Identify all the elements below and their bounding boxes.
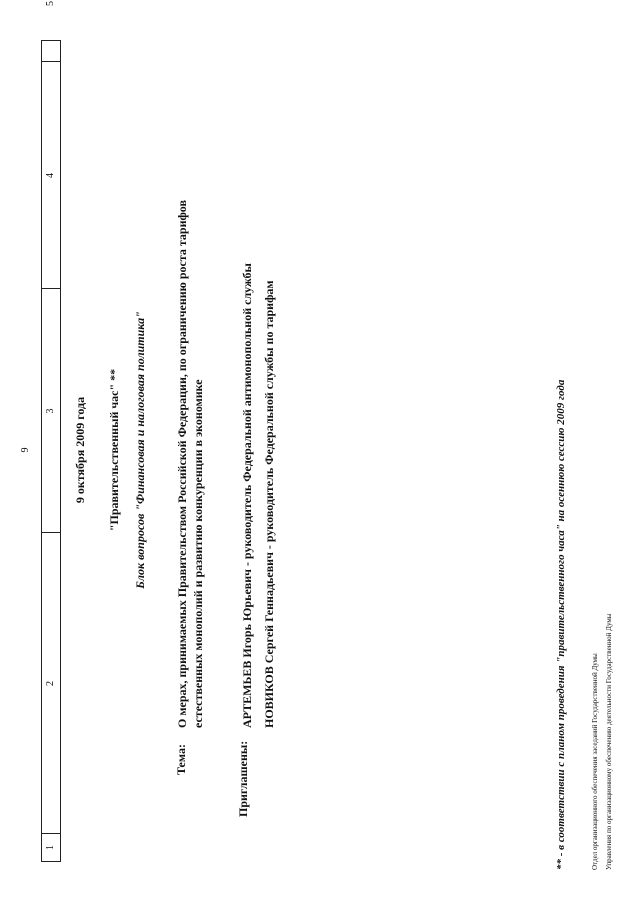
invited-person-2: НОВИКОВ Сергей Геннадьевич - руководитель Федеральной службы по тарифам [262, 280, 276, 728]
column-header-cell: 5 [42, 0, 60, 62]
column-header-cell: 3 [42, 288, 60, 533]
invited-label: Приглашены: [236, 740, 250, 817]
topic-label: Тема: [174, 744, 188, 775]
column-header-cell: 4 [42, 61, 60, 289]
footnote: ** - в соответствии с планом проведения "правительственного часа" на осеннюю сессию 2009 года [555, 379, 567, 870]
topic-line-1: О мерах, принимаемых Правительством Российской Федерации, по ограничению роста тарифов [175, 200, 189, 728]
footer-line-2: Управления по организационному обеспечению деятельности Государственной Думы [605, 613, 613, 870]
column-header-cell: 1 [42, 833, 60, 861]
question-block-title: Блок вопросов "Финансовая и налоговая политика" [133, 311, 147, 589]
invited-list [236, 28, 280, 728]
page-number: 9 [20, 447, 31, 453]
column-header-row [41, 1, 61, 862]
footer-line-1: Отдел организационного обеспечения заседаний Государственной Думы [591, 653, 599, 870]
session-date: 9 октября 2009 года [73, 396, 87, 504]
topic-line-2: естественных монополий и развитию конкуренции в экономике [191, 379, 205, 728]
topic-text [174, 28, 206, 728]
event-title: "Правительственный час" ** [107, 368, 121, 532]
column-header-cell: 2 [42, 532, 60, 834]
invited-person-1: АРТЕМЬЕВ Игорь Юрьевич - руководитель Федеральной антимонопольной службы [240, 263, 254, 728]
